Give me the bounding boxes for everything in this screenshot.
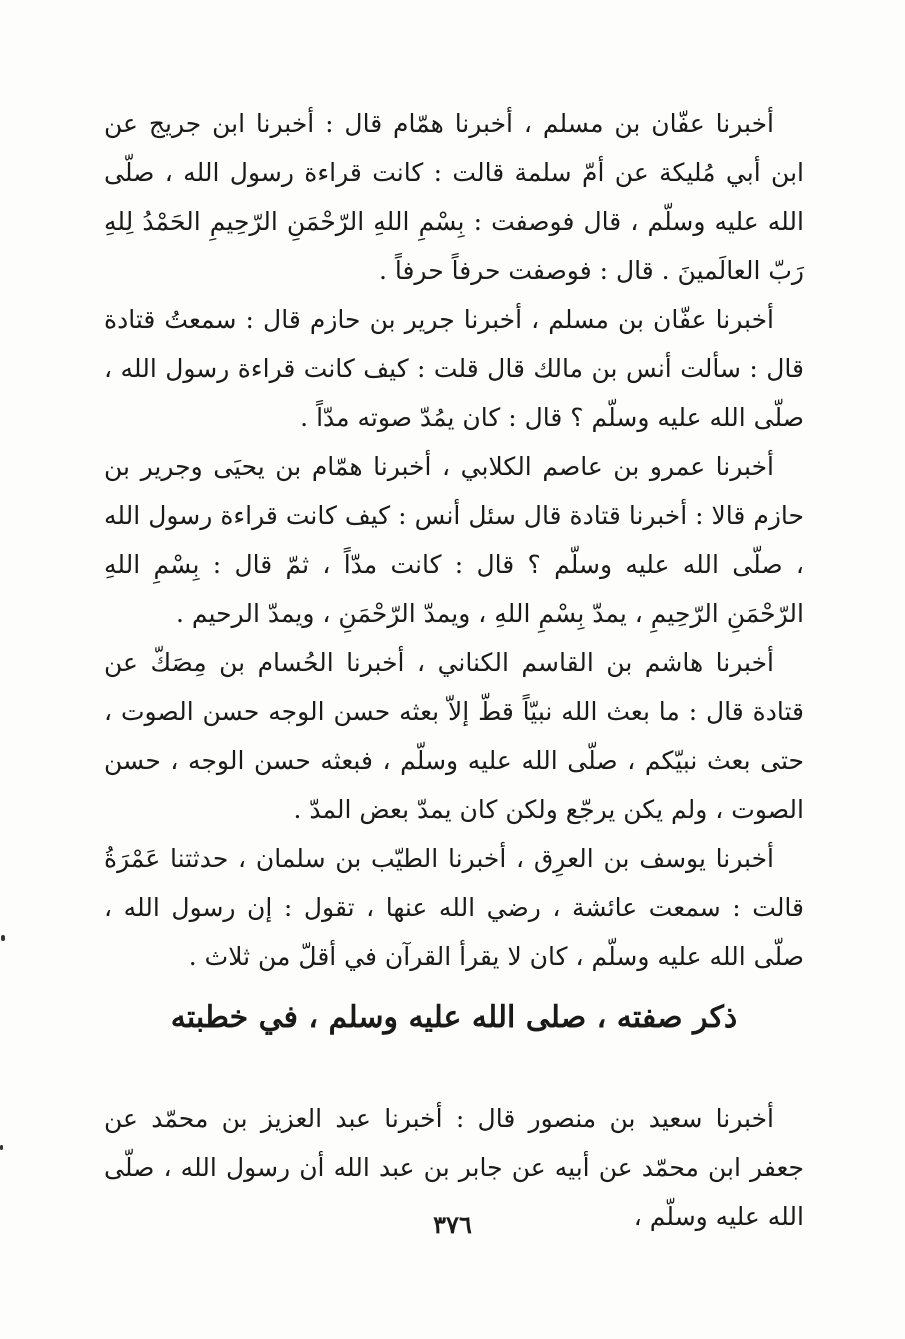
paragraph-6: أخبرنا سعيد بن منصور قال : أخبرنا عبد العزيز بن محمّد عن جعفر ابن محمّد عن أبيه عن جابر بن عبد الله أن رسول الله ، صلّى الله عليه وسلّم ، xyxy=(104,1104,804,1231)
paragraph-3: أخبرنا عمرو بن عاصم الكلابي ، أخبرنا همّام بن يحيَى وجرير بن حازم قالا : أخبرنا قتادة قال سئل أنس : كيف كانت قراءة رسول الله ، صلّى الله عليه وسلّم ؟ قال : كانت مدّاً ، ثمّ قال : بِسْمِ اللهِ الرّحْمَنِ الرّحِيمِ ، يمدّ بِسْمِ اللهِ ، ويمدّ الرّحْمَنِ ، ويمدّ الرحيم . xyxy=(104,452,804,628)
page-number: ٣٧٦ xyxy=(433,1210,472,1239)
text-body-top xyxy=(104,99,804,981)
paragraph-1: أخبرنا عفّان بن مسلم ، أخبرنا همّام قال : أخبرنا ابن جريج عن ابن أبي مُليكة عن أمّ سلمة قالت : كانت قراءة رسول الله ، صلّى الله عليه وسلّم ، قال فوصفت : بِسْمِ اللهِ الرّحْمَنِ الرّحِيمِ الحَمْدُ لِلهِ رَبّ العالَمينَ . قال : فوصفت حرفاً حرفاً . xyxy=(104,109,804,285)
paragraph-2: أخبرنا عفّان بن مسلم ، أخبرنا جرير بن حازم قال : سمعتُ قتادة قال : سألت أنس بن مالك قال قلت : كيف كانت قراءة رسول الله ، صلّى الله عليه وسلّم ؟ قال : كان يمُدّ صوته مدّاً . xyxy=(104,305,804,432)
paragraph-5: أخبرنا يوسف بن العرِق ، أخبرنا الطيّب بن سلمان ، حدثتنا عَمْرَةُ قالت : سمعت عائشة ، رضي الله عنها ، تقول : إن رسول الله ، صلّى الله عليه وسلّم ، كان لا يقرأ القرآن في أقلّ من ثلاث . xyxy=(104,844,804,971)
paragraph-4: أخبرنا هاشم بن القاسم الكناني ، أخبرنا الحُسام بن مِصَكّ عن قتادة قال : ما بعث الله نبيّاً قطّ إلاّ بعثه حسن الوجه حسن الصوت ، حتى بعث نبيّكم ، صلّى الله عليه وسلّم ، فبعثه حسن الوجه ، حسن الصوت ، ولم يكن يرجّع ولكن كان يمدّ بعض المدّ . xyxy=(104,648,804,824)
scan-speck xyxy=(0,1145,3,1150)
section-heading: ذكر صفته ، صلى الله عليه وسلم ، في خطبته xyxy=(170,1000,738,1035)
scan-speck xyxy=(1,935,5,941)
